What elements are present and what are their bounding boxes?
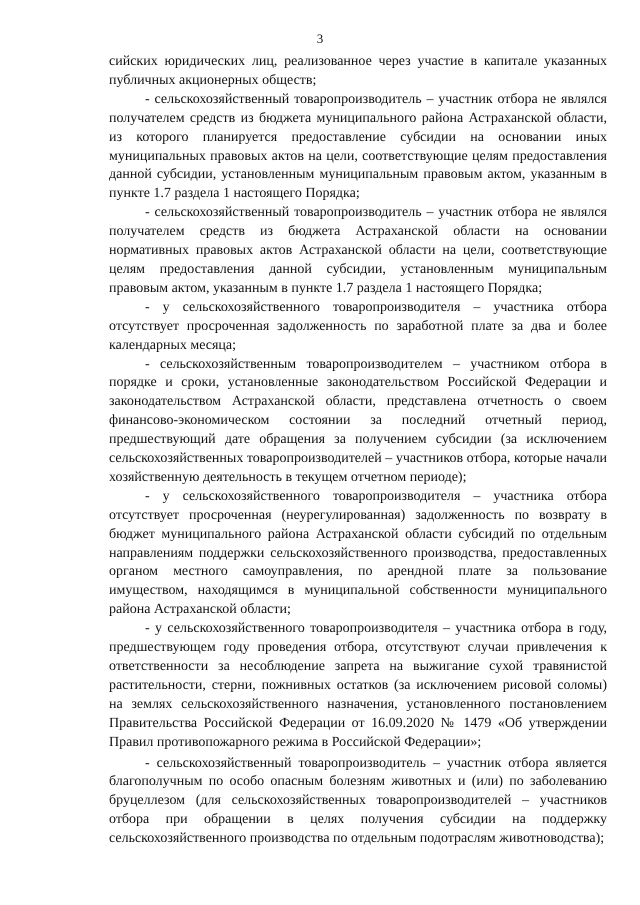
paragraph-wage-arrears-condition: - у сельскохозяйственного товаропроизводителя – участника отбора отсутствует просроченная задолженность по заработной плате за два и более календарных месяца; — [109, 299, 607, 353]
paragraph-fire-safety-condition: - у сельскохозяйственного товаропроизводителя – участника отбора в году, предшествующем году проведения отбора, отсутствуют случаи привлечения к ответственности за несоблюдение запрета на выжигание сухой травянистой растительности, стерни, пожнивных остатков (за исключением рисовой соломы) на землях сельскохозяйственного назначения, установленного постановлением Правительства Российской Федерации от 16.09.2020 № 1479 «Об утверждении Правил противопожарного режима в Российской Федерации»; — [109, 621, 607, 750]
page-number: 3 — [316, 31, 324, 46]
paragraph-continuation: сийских юридических лиц, реализованное через участие в капитале указанных публичных акционерных обществ; — [109, 54, 607, 88]
paragraph-municipal-budget-condition: - сельскохозяйственный товаропроизводитель – участник отбора не являлся получателем средств из бюджета муниципального района Астраханской области, из которого планируется предоставление субсидии на основании иных муниципальных правовых актов на цели, соответствующие целям предоставления данной субсидии, установленным муниципальным правовым актом, указанным в пункте 1.7 раздела 1 настоящего Порядка; — [109, 91, 607, 202]
paragraph-animal-health-condition: - сельскохозяйственный товаропроизводитель – участник отбора является благополучным по особо опасным болезням животных и (или) по заболеванию бруцеллезом (для сельскохозяйственных товаропроизводителей – участников отбора при обращении в целях получения субсидии на поддержку сельскохозяйственного производства по отдельным подотраслям животноводства); — [109, 755, 607, 847]
paragraph-overdue-debt-condition: - у сельскохозяйственного товаропроизводителя – участника отбора отсутствует просроченная (неурегулированная) задолженность по возврату в бюджет муниципального района Астраханской области субсидий по отдельным направлениям поддержки сельскохозяйственного производства, предоставленных органом местного самоуправления, по арендной плате за пользование имуществом, находящимся в муниципальной собственности муниципального района Астраханской области; — [109, 488, 607, 618]
paragraph-regional-budget-condition: - сельскохозяйственный товаропроизводитель – участник отбора не являлся получателем средств из бюджета Астраханской области на основании нормативных правовых актов Астраханской области на цели, соответствующие целям предоставления данной субсидии, установленным муниципальным правовым актом, указанным в пункте 1.7 раздела 1 настоящего Порядка; — [109, 205, 607, 296]
paragraph-reporting-condition: - сельскохозяйственным товаропроизводителем – участником отбора в порядке и сроки, установленные законодательством Российской Федерации и законодательством Астраханской области, представлена отчетность о своем финансово-экономическом состоянии за последний отчетный период, предшествующий дате обращения за получением субсидии (за исключением сельскохозяйственных товаропроизводителей – участников отбора, которые начали хозяйственную деятельность в текущем отчетном периоде); — [109, 356, 607, 485]
document-body — [109, 53, 607, 849]
